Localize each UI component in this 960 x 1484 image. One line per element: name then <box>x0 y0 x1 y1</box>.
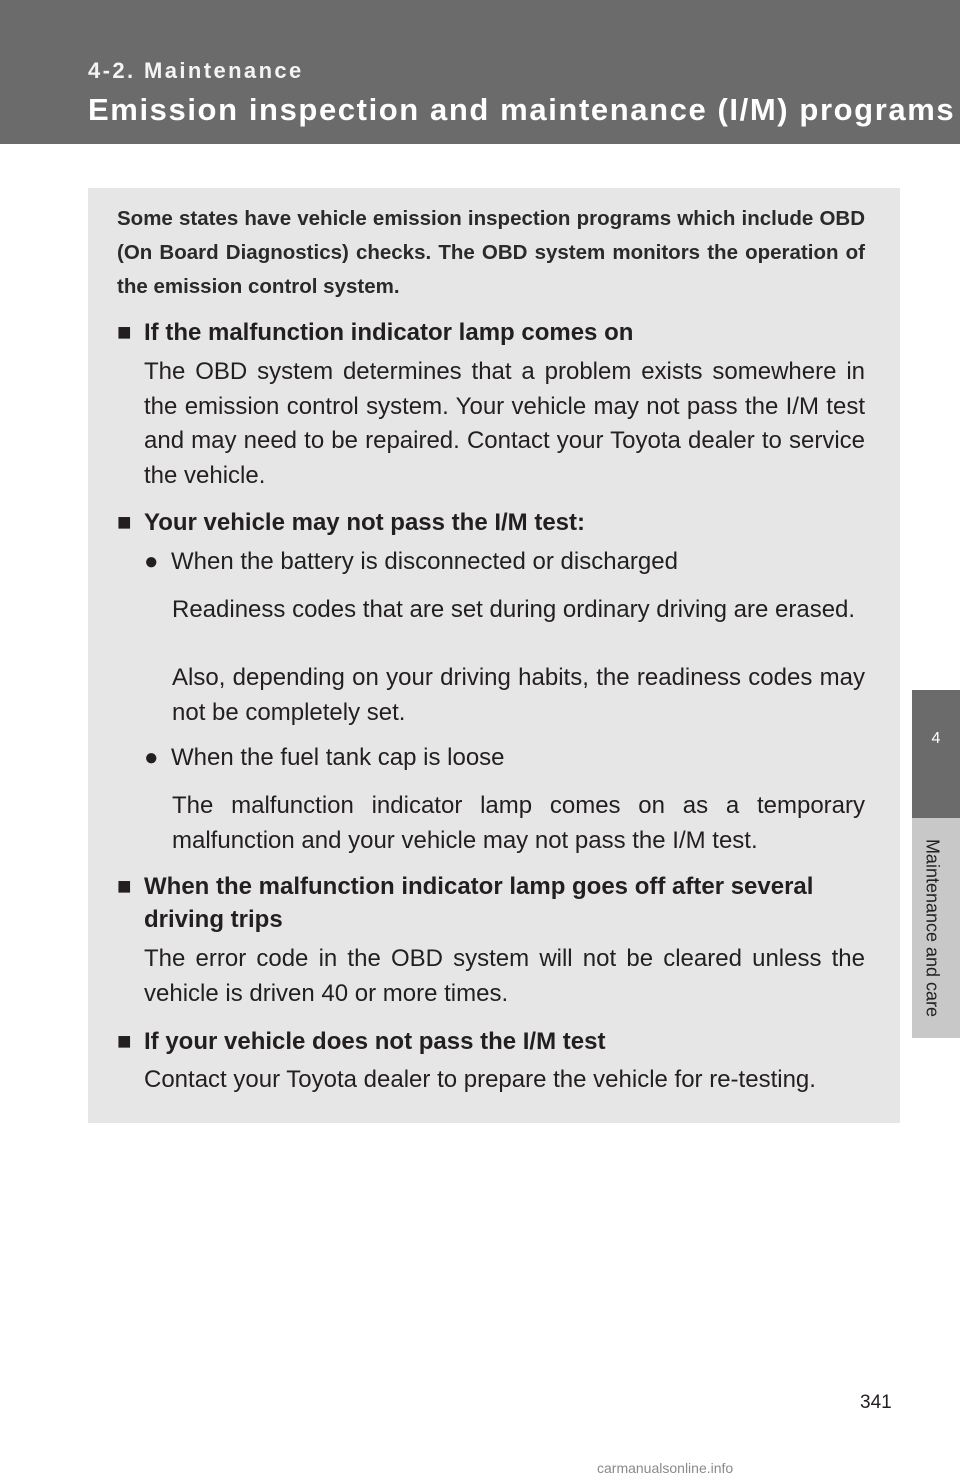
section-label: 4-2. Maintenance <box>88 58 304 83</box>
section-body: The error code in the OBD system will not be cleared unless the vehicle is driven 40 or more times. <box>144 945 865 1007</box>
list-item-detail: Also, depending on your driving habits, the readiness codes may not be completely set. <box>172 664 865 726</box>
chapter-label: Maintenance and care <box>922 838 943 1018</box>
square-bullet-icon: ■ <box>117 509 132 536</box>
list-item-detail: Readiness codes that are set during ordinary driving are erased. <box>172 596 856 623</box>
section-heading <box>117 506 877 539</box>
chapter-tab <box>912 690 960 818</box>
square-bullet-icon: ■ <box>117 873 132 900</box>
list-item <box>144 741 505 774</box>
section-heading <box>117 870 865 936</box>
list-item-text: When the fuel tank cap is loose <box>171 744 505 771</box>
square-bullet-icon: ■ <box>117 1028 132 1055</box>
chapter-header <box>0 0 960 144</box>
list-item <box>144 545 678 578</box>
section-heading-continued: driving trips <box>144 906 283 933</box>
section-heading <box>117 1025 877 1058</box>
round-bullet-icon: ● <box>144 548 159 575</box>
section-body: Contact your Toyota dealer to prepare the vehicle for re-testing. <box>144 1066 816 1093</box>
list-item-text: When the battery is disconnected or discharged <box>171 548 678 575</box>
section-body: The OBD system determines that a problem exists somewhere in the emission control system. Your vehicle may not pass the I/M test and may need to be repaired. Contact your Toyota dealer to service the vehicle. <box>144 358 865 489</box>
section-heading-text: If the malfunction indicator lamp comes on <box>144 319 634 346</box>
intro-paragraph: Some states have vehicle emission inspection programs which include OBD (On Board Diagnostics) checks. The OBD system monitors the operation of the emission control system. <box>117 207 865 298</box>
list-item-detail: The malfunction indicator lamp comes on as a temporary malfunction and your vehicle may not pass the I/M test. <box>172 792 865 854</box>
page-number: 341 <box>860 1392 892 1413</box>
section-heading-text: If your vehicle does not pass the I/M test <box>144 1028 606 1055</box>
chapter-number: 4 <box>931 730 941 747</box>
section-heading-text: Your vehicle may not pass the I/M test: <box>144 509 585 536</box>
page-title: Emission inspection and maintenance (I/M) programs <box>88 92 956 127</box>
section-heading <box>117 316 877 349</box>
section-heading-text: When the malfunction indicator lamp goes off after several <box>144 873 814 900</box>
watermark: carmanualsonline.info <box>597 1460 734 1476</box>
round-bullet-icon: ● <box>144 744 159 771</box>
square-bullet-icon: ■ <box>117 319 132 346</box>
